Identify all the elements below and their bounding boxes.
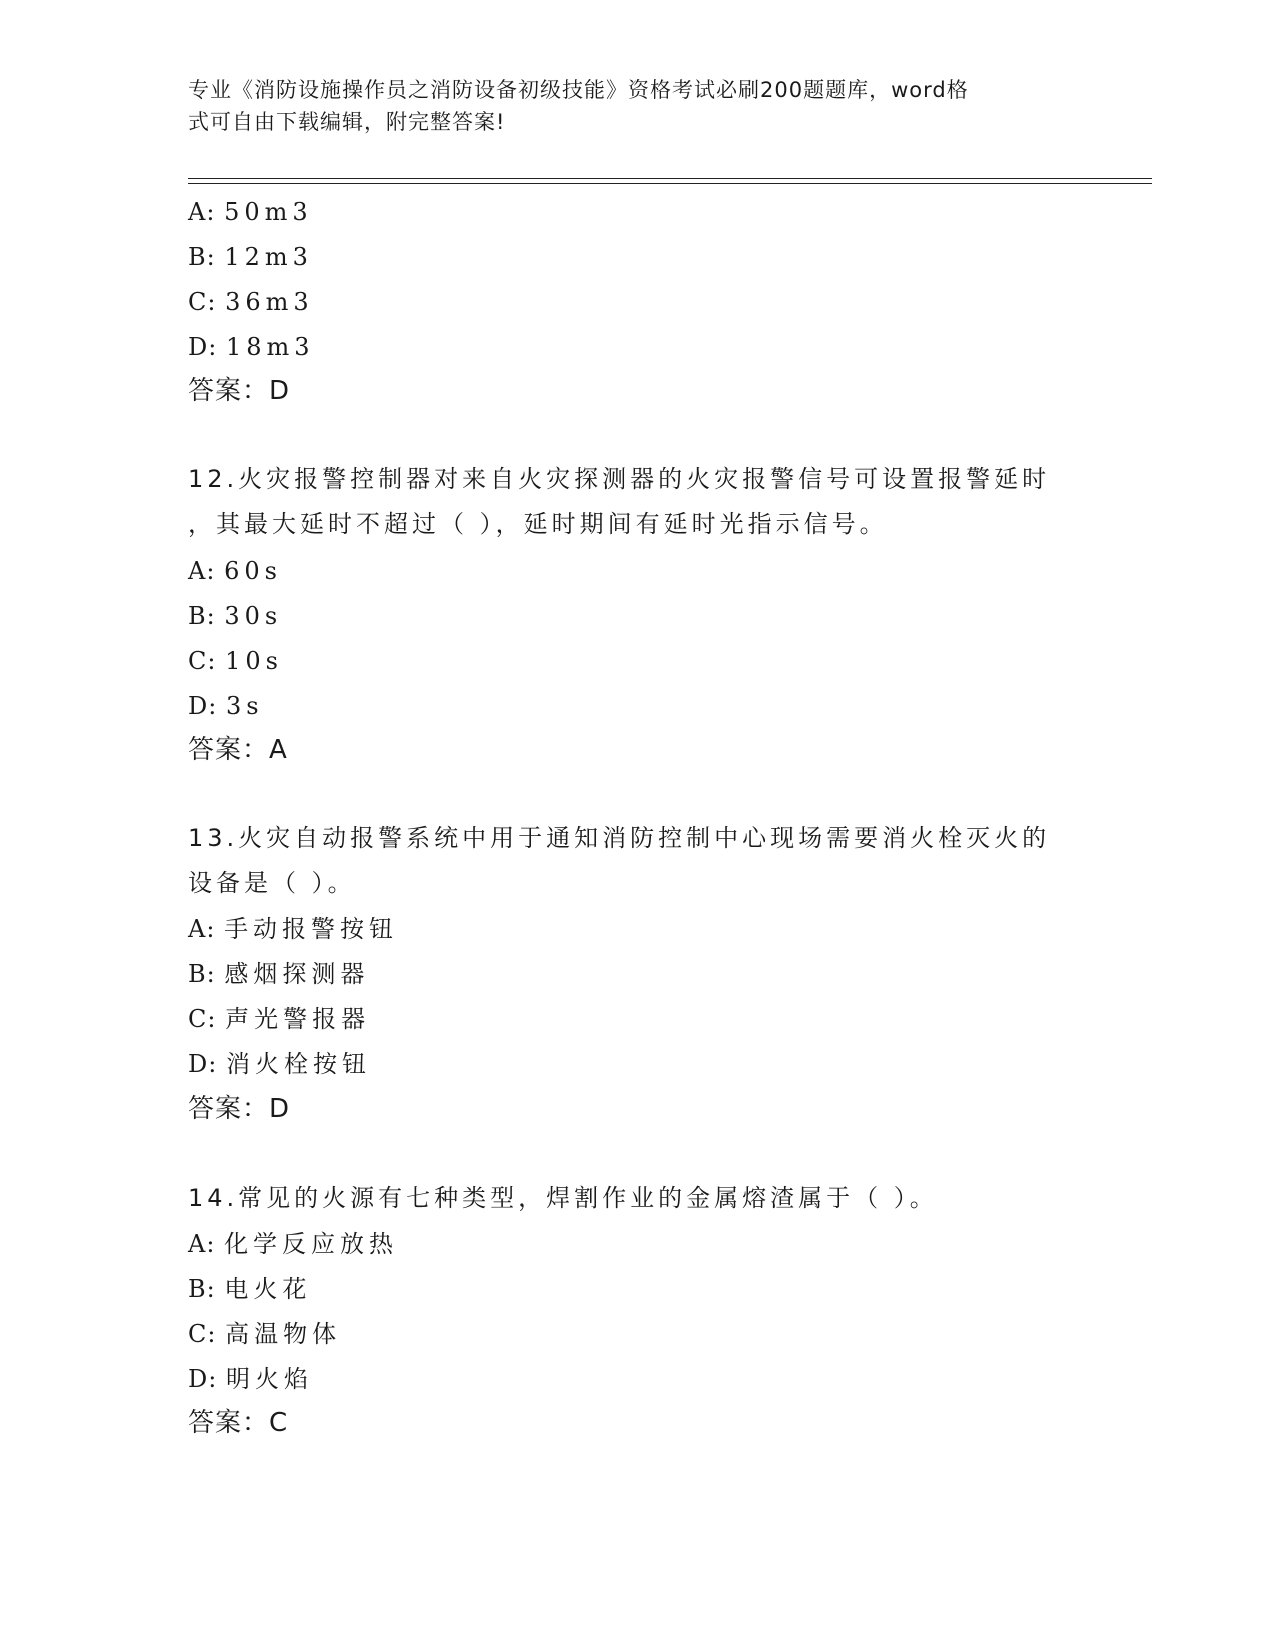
- q13-option-d: D: 消火栓按钮: [188, 1050, 371, 1078]
- q12-option-d: D: 3s: [188, 692, 264, 720]
- q13-stem-line-2: 设备是（ ）。: [188, 869, 356, 897]
- q11-option-b: B: 12m3: [188, 243, 313, 271]
- header-divider-bottom: [188, 183, 1152, 184]
- header-line-2: 式可自由下载编辑，附完整答案!: [188, 110, 506, 134]
- header-divider-top: [188, 178, 1152, 179]
- q11-option-c: C: 36m3: [188, 288, 314, 316]
- q12-option-b: B: 30s: [188, 602, 283, 630]
- q12-stem-line-1: 12.火灾报警控制器对来自火灾探测器的火灾报警信号可设置报警延时: [188, 465, 1051, 493]
- q12-option-a: A: 60s: [188, 557, 282, 585]
- q14-option-d: D: 明火焰: [188, 1365, 313, 1393]
- q14-option-b: B: 电火花: [188, 1275, 312, 1303]
- q14-answer: 答案：C: [188, 1408, 289, 1438]
- q14-stem-line-1: 14.常见的火源有七种类型，焊割作业的金属熔渣属于（ ）。: [188, 1184, 938, 1212]
- q11-option-a: A: 50m3: [188, 198, 313, 226]
- q14-option-c: C: 高温物体: [188, 1320, 342, 1348]
- q13-stem-line-1: 13.火灾自动报警系统中用于通知消防控制中心现场需要消火栓灭火的: [188, 824, 1051, 852]
- q13-option-a: A: 手动报警按钮: [188, 915, 399, 943]
- document-header: [188, 74, 1088, 138]
- q12-option-c: C: 10s: [188, 647, 283, 675]
- q11-option-d: D: 18m3: [188, 333, 315, 361]
- q11-answer: 答案：D: [188, 376, 291, 406]
- q14-option-a: A: 化学反应放热: [188, 1230, 399, 1258]
- q13-option-b: B: 感烟探测器: [188, 960, 370, 988]
- q12-stem-line-2: ，其最大延时不超过（ ），延时期间有延时光指示信号。: [188, 510, 888, 538]
- q13-answer: 答案：D: [188, 1094, 291, 1124]
- header-line-1: 专业《消防设施操作员之消防设备初级技能》资格考试必刷200题题库，word格: [188, 78, 969, 102]
- q12-answer: 答案：A: [188, 735, 288, 765]
- q13-option-c: C: 声光警报器: [188, 1005, 371, 1033]
